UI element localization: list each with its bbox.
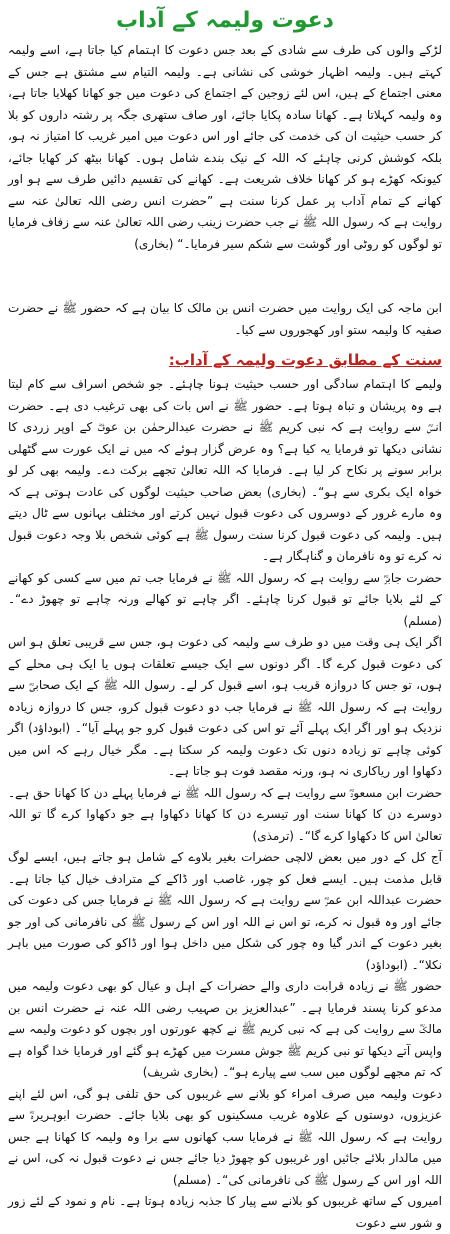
paragraph-jabir-hadith: حضرت جابرؓ سے روایت ہے کہ رسول اللہ ﷺ نے فرمایا جب تم میں سے کسی کو کھانے کے لئے بلایا جائے تو قبول کرنا چاہئے۔ اگر چاہے تو کھالے ورنہ چاہے تو چھوڑ دے“۔ (مسلم)	[8, 570, 442, 628]
paragraph-closing: امیروں کے ساتھ غریبوں کو بلانے سے پیار کا جذبہ زیادہ ہوتا ہے۔ نام و نمود کے لئے زور و شور سے دعوت	[8, 1194, 442, 1230]
section-heading-sunnah-etiquette: سنت کے مطابق دعوت ولیمہ کے آداب:	[168, 351, 442, 369]
paragraph-invite-poor: دعوت ولیمہ میں صرف امراء کو بلانے سے غریبوں کی حق تلفی ہو گی، اس لئے اپنے عزیزوں، دوستوں کے علاوہ غریب مسکینوں کو بھی بلایا جائے۔ حضرت ابوہریرہؓ سے روایت ہے کہ رسول اللہ ﷺ نے فرمایا سب کھانوں سے برا وہ ولیمہ کا کھانا ہے جس میں مالدار بلائے جائیں اور غریبوں کو چھوڑ دیا جائے جس نے دعوت قبول نہ کی، اس نے اللہ اور اس کے رسول ﷺ کی نافرمانی کی“۔ (مسلم)	[8, 1086, 442, 1187]
paragraph-intro: لڑکے والوں کی طرف سے شادی کے بعد جس دعوت کا اہتمام کیا جاتا ہے، اسے ولیمہ کہتے ہیں۔ ولیمہ اظہار خوشی کی نشانی ہے۔ ولیمہ التیام سے مشتق ہے جس کے معنی اجتماع کے ہیں، اس لئے زوجین کے اجتماع کی دعوت میں جو کھانا کھلایا جاتا ہے، وہ ولیمہ کہلاتا ہے۔ کھانا سادہ پکایا جائے، اور صاف ستھری جگہ پر رشتہ داروں کو بلا کر حسب حیثیت ان کی خدمت کی جائے اور اس دعوت میں امیر غریب کا امتیاز نہ ہو، بلکہ کوشش کرنی چاہئے کہ اللہ کے نیک بندے شامل ہوں۔ کھانا بیٹھ کر کھایا جائے، کیونکہ کھڑے ہو کر کھانا خلاف شریعت ہے۔ کھانے کی تقسیم دائیں طرف سے ہو اور کھانے کے تمام آداب پر عمل کرنا سنت ہے ”حضرت انس رضی اللہ تعالیٰ عنہ سے روایت ہے کہ رسول اللہ ﷺ نے جب حضرت زینب رضی اللہ تعالیٰ عنہ سے زفاف فرمایا تو لوگوں کو روٹی اور گوشت سے شکم سیر فرمایا۔“ (بخاری)	[8, 43, 442, 251]
article-page	[0, 6, 450, 1230]
paragraph-uninvited-guests: آج کل کے دور میں بعض لالچی حضرات بغیر بلاوے کے شامل ہو جاتے ہیں، ایسے لوگ قابل مذمت ہیں۔ ایسے فعل کو چور، غاصب اور ڈاکے کے مترادف خیال کیا جاتا ہے۔ حضرت عبداللہ ابن عمرؓ سے روایت ہے کہ رسول اللہ ﷺ نے فرمایا جس کی دعوت کی جائے اور وہ قبول نہ کرے، تو اس نے اللہ اور اس کے رسول ﷺ کی نافرمانی کی اور جو بغیر دعوت کے اندر گیا وہ چور کی شکل میں داخل ہوا اور ڈاکو کی صورت میں باہر نکلا“۔ (ابوداؤد)	[8, 850, 442, 972]
paragraph-simplicity: ولیمے کا اہتمام سادگی اور حسب حیثیت ہونا چاہئے۔ جو شخص اسراف سے کام لیتا ہے وہ پریشان و تباہ ہوتا ہے۔ حضور ﷺ نے اس بات کی بھی ترغیب دی ہے۔ حضرت انسؓ سے روایت ہے کہ نبی کریم ﷺ نے حضرت عبدالرحمٰن بن عوفؓ کے اوپر زردی کا نشانی دیکھا تو فرمایا یہ کیا ہے؟ وہ عرض گزار ہوئے کہ میں نے ایک عورت سے گٹھلی برابر سونے پر نکاح کر لیا ہے۔ فرمایا کہ اللہ تعالیٰ تجھے برکت دے۔ ولیمہ بھی کر لو خواہ ایک بکری سے ہو“۔ (بخاری) بعض صاحب حیثیت لوگوں کی عادت ہوتی ہے کہ وہ مارے غرور کے دوسروں کی دعوت قبول نہیں کرتے اور مختلف بہانوں سے ٹال دیتے ہیں۔ ولیمہ کی دعوت قبول کرنا سنت رسول ﷺ ہے کوئی شخص بلا وجہ دعوت قبول نہ کرے تو وہ نافرمان و گناہگار ہے۔	[8, 377, 442, 563]
page-title: دعوت ولیمہ کے آداب	[116, 8, 334, 33]
paragraph-two-invitations: اگر ایک ہی وقت میں دو طرف سے ولیمہ کی دعوت ہو، جس سے قریبی تعلق ہو اس کی دعوت قبول کرے گا۔ اگر دونوں سے ایک جیسے تعلقات ہوں یا ایک ہی محلے کے ہوں، تو جس کا دروازہ قریب ہو، اسے قبول کر لے۔ رسول اللہ ﷺ کے ایک صحابیؓ سے روایت ہے کہ رسول اللہ ﷺ نے فرمایا جب دو دعوت قبول کرو، جس کا دروازہ زیادہ نزدیک ہو اور اگر ایک پہلے آئے تو اس کی دعوت قبول کرو جو پہلے آیا“۔ (ابوداؤد) اگر کوئی چاہے تو زیادہ دنوں تک دعوت ولیمہ کر سکتا ہے۔ مگر خیال رہے کہ اس میں دکھاوا اور ریاکاری نہ ہو، ورنہ مقصد فوت ہو جاتا ہے۔	[8, 635, 442, 778]
paragraph-ibn-masud-hadith: حضرت ابن مسعودؓ سے روایت ہے کہ رسول اللہ ﷺ نے فرمایا پہلے دن کا کھانا حق ہے۔ دوسرے دن کا کھانا سنت اور تیسرے دن کا کھانا دکھاوا ہے جو دکھاوا کرے گا تو اللہ تعالیٰ اس کا دکھاوا کرے گا“۔ (ترمذی)	[8, 785, 442, 843]
paragraph-relatives-invitation: حضور ﷺ نے زیادہ قرابت داری والے حضرات کے اہل و عیال کو بھی دعوت ولیمہ میں مدعو کرنا پسند فرمایا ہے۔ ”عبدالعزیز بن صہیب رضی اللہ عنہ نے حضرت انس بن مالکؓ سے روایت کی ہے کہ نبی کریم ﷺ نے کچھ عورتوں اور بچوں کو دعوت ولیمہ سے واپس آتے دیکھا تو نبی کریم ﷺ جوش مسرت میں کھڑے ہو گئے اور فرمایا خدا گواہ ہے کہ تم مجھے لوگوں میں سب سے پیارے ہو“۔ (بخاری شریف)	[8, 979, 442, 1079]
paragraph-ibn-majah: ابن ماجہ کی ایک روایت میں حضرت انس بن مالک کا بیان ہے کہ حضور ﷺ نے حضرت صفیہ کا ولیمہ ستو اور کھجوروں سے کیا۔	[8, 301, 442, 337]
